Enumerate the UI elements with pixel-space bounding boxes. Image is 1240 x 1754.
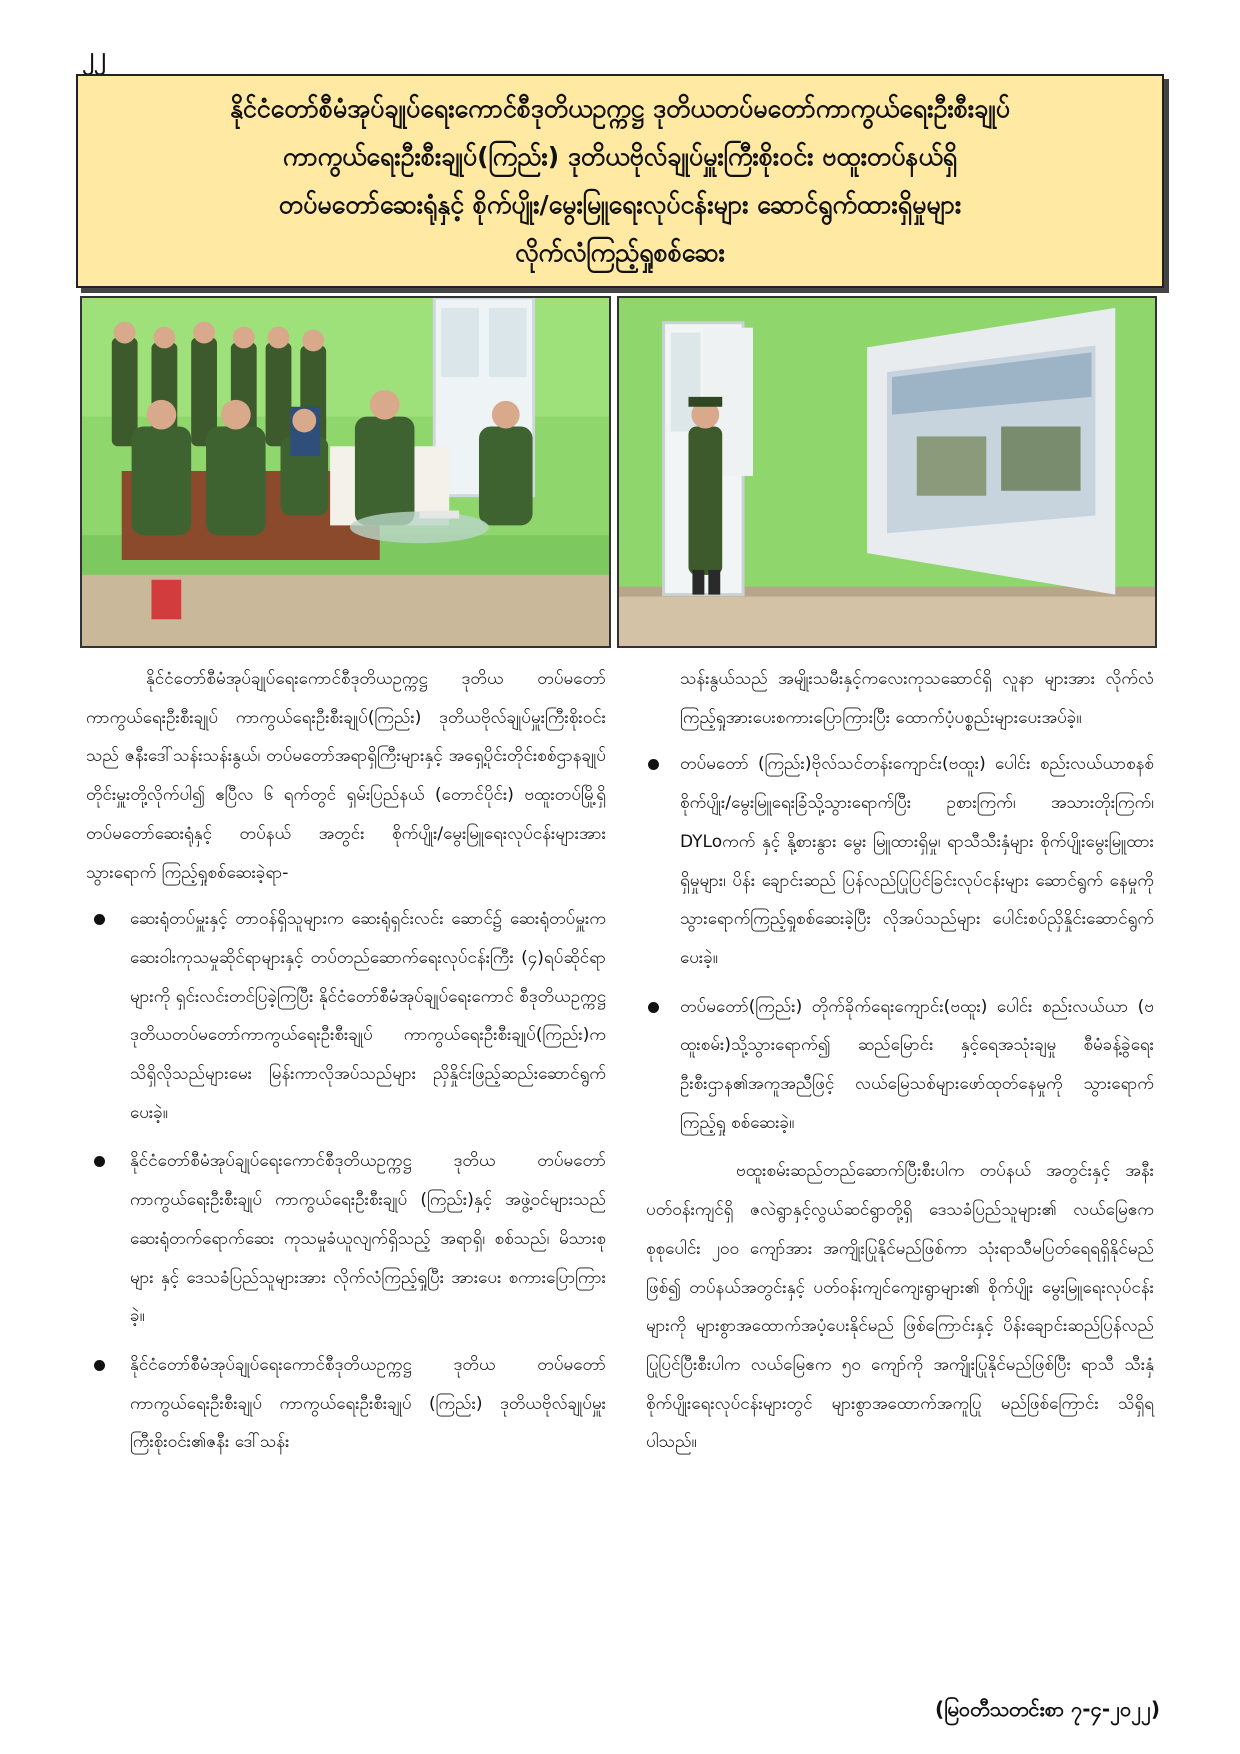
article-left-column — [86, 660, 606, 1472]
headline-line-1: နိုင်ငံတော်စီမံအုပ်ချုပ်ရေးကောင်စီဒုတိယဥက္ကဋ္ဌ ဒုတိယတပ်မတော်ကာကွယ်ရေးဦးစီးချုပ် — [230, 94, 1010, 123]
right-bullet-item — [646, 988, 1154, 1143]
photo-presentation-image — [619, 298, 1155, 646]
headline-box — [76, 74, 1164, 288]
left-bullet-item — [86, 900, 606, 1132]
photo-officers-seated-image — [82, 298, 609, 646]
right-bullet-text: တပ်မတော်(ကြည်း) တိုက်ခိုက်ရေးကျောင်း(ဗထူး) ပေါင်း စည်းလယ်ယာ (ဗထူးစမ်း)သို့သွားရောက်၍ ဆည်မြောင်း နှင့်ရေအသုံးချမှု စီမံခန့်ခွဲရေးဦးစီးဌာန၏အကူအညီဖြင့် လယ်မြေသစ်များဖော်ထုတ်နေမှုကို သွားရောက်ကြည့်ရှု စစ်ဆေးခဲ့။ — [680, 996, 1154, 1133]
page-number: ၂၂ — [82, 42, 106, 70]
headline-line-2: ကာကွယ်ရေးဦးစီးချုပ်(ကြည်း) ဒုတိယဗိုလ်ချုပ်မှူးကြီးစိုးဝင်း ဗထူးတပ်နယ်ရှိ — [282, 142, 958, 171]
bullet-dot-icon — [94, 1360, 105, 1371]
headline-line-3: တပ်မတော်ဆေးရုံနှင့် စိုက်ပျိုး/မွေးမြူရေးလုပ်ငန်းများ ဆောင်ရွက်ထားရှိမှုများ — [278, 190, 962, 219]
bullet-dot-icon — [94, 914, 105, 925]
right-bullet-item — [646, 745, 1154, 977]
right-bullet-text: တပ်မတော် (ကြည်း)ဗိုလ်သင်တန်းကျောင်း(ဗထူး) ပေါင်း စည်းလယ်ယာစနစ် စိုက်ပျိုး/မွေးမြူရေးခြံသို့သွားရောက်ပြီး ဥစားကြက်၊ အသားတိုးကြက်၊ DYLoကက် နှင့် နို့စားနွား မွေး မြူထားရှိမှု၊ ရာသီသီးနှံများ စိုက်ပျိုးမွေးမြူထားရှိမှုများ၊ ပိန်း ချောင်းဆည် ပြန်လည်ပြုပြင်ခြင်းလုပ်ငန်းများ ဆောင်ရွက် နေမှုကို သွားရောက်ကြည့်ရှုစစ်ဆေးခဲ့ပြီး လိုအပ်သည်များ ပေါင်းစပ်ညှိနှိုင်းဆောင်ရွက်ပေးခဲ့။ — [680, 754, 1154, 968]
article-right-column — [646, 660, 1154, 1462]
left-bullet-item — [86, 1142, 606, 1336]
photo-officers-seated — [80, 296, 611, 648]
left-bullet-text: နိုင်ငံတော်စီမံအုပ်ချုပ်ရေးကောင်စီဒုတိယဥက္ကဋ္ဌ ဒုတိယ တပ်မတော်ကာကွယ်ရေးဦးစီးချုပ် ကာကွယ်ရေးဦးစီးချုပ် (ကြည်း) ဒုတိယဗိုလ်ချုပ်မှူးကြီးစိုးဝင်း၏ဇနီး ဒေါ်သန်း — [130, 1354, 606, 1453]
closing-paragraph: ဗထူးစမ်းဆည်တည်ဆောက်ပြီးစီးပါက တပ်နယ် အတွင်းနှင့် အနီးပတ်ဝန်းကျင်ရှိ ဇလဲရွာနှင့်လွယ်ဆင်ရွာတို့ရှိ ဒေသခံပြည်သူများ၏ လယ်မြေဧကစုစုပေါင်း ၂၀၀ ကျော်အား အကျိုးပြုနိုင်မည်ဖြစ်ကာ သုံးရာသီမပြတ်ရေရရှိနိုင်မည်ဖြစ်၍ တပ်နယ်အတွင်းနှင့် ပတ်ဝန်းကျင်ကျေးရွာများ၏ စိုက်ပျိုး မွေးမြူရေးလုပ်ငန်းများကို များစွာအထောက်အပံ့ပေးနိုင်မည် ဖြစ်ကြောင်းနှင့် ပိန်းချောင်းဆည်ပြန်လည်ပြုပြင်ပြီးစီးပါက လယ်မြေဧက ၅၀ ကျော်ကို အကျိုးပြုနိုင်မည်ဖြစ်ပြီး ရာသီ သီးနှံစိုက်ပျိုးရေးလုပ်ငန်းများတွင် များစွာအထောက်အကူပြု မည်ဖြစ်ကြောင်း သိရှိရပါသည်။ — [646, 1161, 1154, 1453]
left-bullet-text: နိုင်ငံတော်စီမံအုပ်ချုပ်ရေးကောင်စီဒုတိယဥက္ကဋ္ဌ ဒုတိယ တပ်မတော်ကာကွယ်ရေးဦးစီးချုပ် ကာကွယ်ရေးဦးစီးချုပ် (ကြည်း)နှင့် အဖွဲ့ဝင်များသည် ဆေးရုံတက်ရောက်ဆေး ကုသမှုခံယူလျက်ရှိသည့် အရာရှိ၊ စစ်သည်၊ မိသားစုများ နှင့် ဒေသခံပြည်သူများအား လိုက်လံကြည့်ရှုပြီး အားပေး စကားပြောကြားခဲ့။ — [130, 1151, 606, 1327]
left-bullet-list — [86, 900, 606, 1462]
bullet-dot-icon — [94, 1156, 105, 1167]
left-bullet-item — [86, 1346, 606, 1462]
right-continuation-paragraph: သန်းနွယ်သည် အမျိုးသမီးနှင့်ကလေးကုသဆောင်ရှိ လူနာ များအား လိုက်လံကြည့်ရှုအားပေးစကားပြောကြားပြီး ထောက်ပံ့ပစ္စည်းများပေးအပ်ခဲ့။ — [680, 669, 1154, 728]
bullet-dot-icon — [648, 1002, 659, 1013]
article-intro-paragraph: နိုင်ငံတော်စီမံအုပ်ချုပ်ရေးကောင်စီဒုတိယဥက္ကဋ္ဌ ဒုတိယ တပ်မတော်ကာကွယ်ရေးဦးစီးချုပ် ကာကွယ်ရေးဦးစီးချုပ်(ကြည်း) ဒုတိယဗိုလ်ချုပ်မှူးကြီးစိုးဝင်းသည် ဇနီးဒေါ်သန်းသန်းနွယ်၊ တပ်မတော်အရာရှိကြီးများနှင့် အရှေ့ပိုင်းတိုင်းစစ်ဌာနချုပ် တိုင်းမှူးတို့လိုက်ပါ၍ ဧပြီလ ၆ ရက်တွင် ရှမ်းပြည်နယ် (တောင်ပိုင်း) ဗထူးတပ်မြို့ရှိ တပ်မတော်ဆေးရုံနှင့် တပ်နယ် အတွင်း စိုက်ပျိုး/မွေးမြူရေးလုပ်ငန်းများအား သွားရောက် ကြည့်ရှုစစ်ဆေးခဲ့ရာ- — [86, 669, 606, 883]
left-bullet-text: ဆေးရုံတပ်မှူးနှင့် တာဝန်ရှိသူများက ဆေးရုံရှင်းလင်း ဆောင်၌ ဆေးရုံတပ်မှူးက ဆေးဝါးကုသမှုဆိုင်ရာများနှင့် တပ်တည်ဆောက်ရေးလုပ်ငန်းကြီး (၄)ရပ်ဆိုင်ရာများကို ရှင်းလင်းတင်ပြခဲ့ကြပြီး နိုင်ငံတော်စီမံအုပ်ချုပ်ရေးကောင် စီဒုတိယဥက္ကဋ္ဌ ဒုတိယတပ်မတော်ကာကွယ်ရေးဦးစီးချုပ် ကာကွယ်ရေးဦးစီးချုပ်(ကြည်း)က သိရှိလိုသည်များမေး မြန်းကာလိုအပ်သည်များ ညှိနှိုင်းဖြည့်ဆည်းဆောင်ရွက် ပေးခဲ့။ — [130, 909, 606, 1123]
photo-presentation — [617, 296, 1157, 648]
news-source-citation: (မြဝတီသတင်းစာ ၇-၄-၂၀၂၂) — [934, 1697, 1160, 1721]
right-bullet-list — [646, 745, 1154, 1142]
headline-line-4: လိုက်လံကြည့်ရှုစစ်ဆေး — [515, 238, 725, 267]
bullet-dot-icon — [648, 759, 659, 770]
